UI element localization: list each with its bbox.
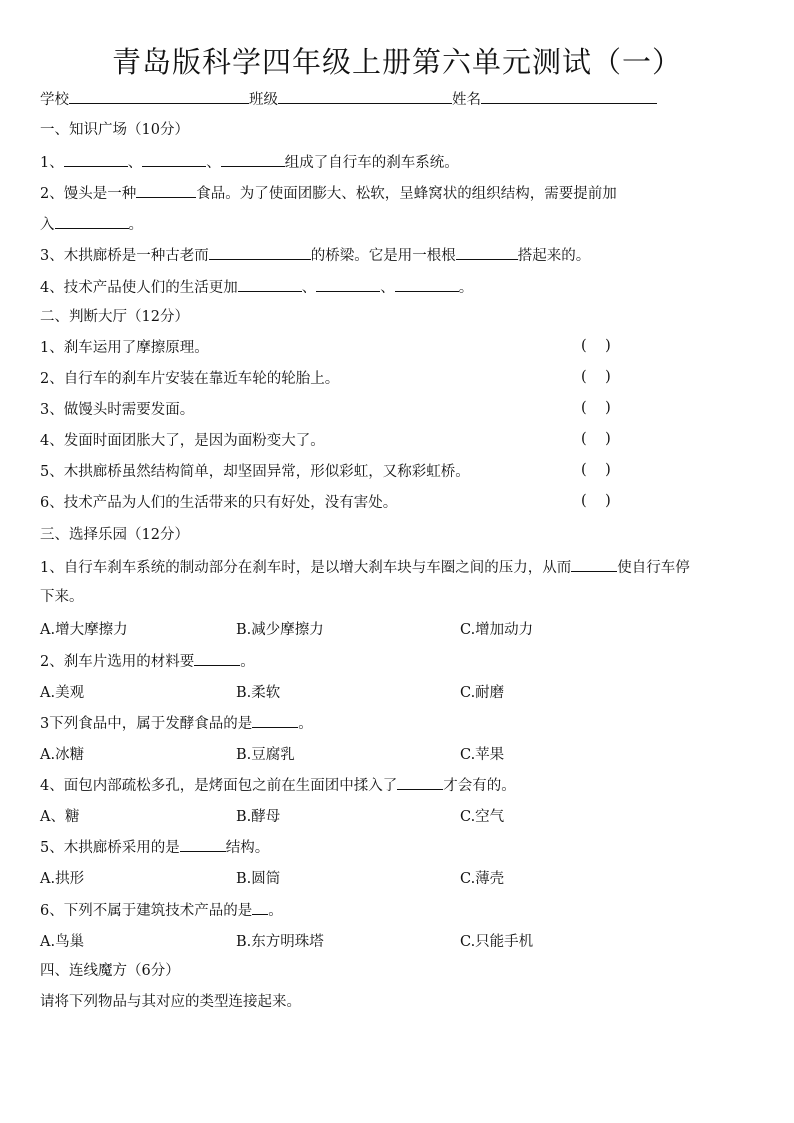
option-c[interactable]: C.耐磨 — [460, 685, 505, 701]
option-b[interactable]: B.酵母 — [236, 809, 281, 825]
question-text: 搭起来的。 — [517, 248, 591, 264]
question-text: 4、面包内部疏松多孔，是烤面包之前在生面团中揉入了 — [40, 778, 398, 794]
school-blank[interactable] — [69, 88, 249, 104]
answer-blank[interactable] — [316, 276, 380, 292]
question-text: 。 — [268, 903, 283, 919]
section-4-heading: 四、连线魔方（6分） — [40, 963, 180, 979]
s3-question-5 — [40, 836, 269, 858]
s3-question-3 — [40, 712, 313, 734]
judgement-item: 6、技术产品为人们的生活带来的只有好处，没有害处。 — [40, 495, 398, 511]
option-a[interactable]: A.拱形 — [40, 871, 85, 887]
section-1-heading: 一、知识广场（10分） — [40, 122, 189, 138]
answer-blank[interactable] — [252, 712, 298, 728]
s1-question-2 — [40, 182, 617, 204]
s3-question-2 — [40, 650, 255, 672]
separator: 、 — [380, 280, 395, 296]
judgement-item: 2、自行车的刹车片安装在靠近车轮的轮胎上。 — [40, 371, 340, 387]
question-text: 。 — [128, 217, 143, 233]
answer-blank[interactable] — [136, 182, 196, 198]
question-text: 4、技术产品使人们的生活更加 — [40, 280, 238, 296]
s3-question-1-cont: 下来。 — [40, 589, 84, 605]
separator: 、 — [127, 155, 143, 171]
separator: 。 — [458, 280, 474, 296]
option-b[interactable]: B.圆筒 — [236, 871, 281, 887]
question-text: 食品。为了使面团膨大、松软，呈蜂窝状的组织结构，需要提前加 — [196, 186, 617, 202]
answer-blank[interactable] — [395, 276, 459, 292]
option-a[interactable]: A、糖 — [40, 809, 80, 825]
option-a[interactable]: A.美观 — [40, 685, 85, 701]
question-text: 5、木拱廊桥采用的是 — [40, 840, 180, 856]
s3-question-6 — [40, 899, 283, 921]
answer-blank[interactable] — [180, 836, 226, 852]
question-text: 1、自行车刹车系统的制动部分在刹车时，是以增大刹车块与车圈之间的压力，从而 — [40, 560, 572, 576]
s1-question-2-cont — [40, 213, 143, 235]
question-text: 2、馒头是一种 — [40, 186, 137, 202]
s1-question-4 — [40, 276, 473, 298]
name-blank[interactable] — [481, 88, 657, 104]
question-text: 入 — [40, 217, 55, 233]
page-title: 青岛版科学四年级上册第六单元测试（一） — [111, 45, 682, 79]
student-info-line — [40, 88, 657, 110]
option-a[interactable]: A.冰糖 — [40, 747, 85, 763]
judgement-item: 1、刹车运用了摩擦原理。 — [40, 340, 209, 356]
option-c[interactable]: C.苹果 — [460, 747, 505, 763]
option-b[interactable]: B.柔软 — [236, 685, 281, 701]
question-text: 的桥梁。它是用一根根 — [310, 248, 456, 264]
option-c[interactable]: C.薄壳 — [460, 871, 505, 887]
judgement-item: 5、木拱廊桥虽然结构简单，却坚固异常，形似彩虹，又称彩虹桥。 — [40, 464, 470, 480]
judgement-item: 3、做馒头时需要发面。 — [40, 402, 195, 418]
question-text: 3下列食品中，属于发酵食品的是 — [40, 716, 253, 732]
answer-blank[interactable] — [55, 213, 129, 229]
question-text: 结构。 — [225, 840, 270, 856]
answer-blank[interactable] — [209, 244, 311, 260]
question-text: 使自行车停 — [617, 560, 690, 576]
section-3-heading: 三、选择乐园（12分） — [40, 527, 189, 543]
class-blank[interactable] — [278, 88, 452, 104]
judgement-item: 4、发面时面团胀大了，是因为面粉变大了。 — [40, 433, 325, 449]
section-2-heading: 二、判断大厅（12分） — [40, 309, 189, 325]
option-b[interactable]: B.豆腐乳 — [236, 747, 295, 763]
question-text: 。 — [298, 716, 313, 732]
option-b[interactable]: B.减少摩擦力 — [236, 622, 324, 638]
answer-blank[interactable] — [142, 151, 206, 167]
answer-blank[interactable] — [456, 244, 518, 260]
s1-question-3 — [40, 244, 590, 266]
name-label: 姓名 — [452, 92, 481, 108]
option-c[interactable]: C.空气 — [460, 809, 505, 825]
question-text: 组成了自行车的刹车系统。 — [284, 155, 459, 171]
answer-blank[interactable] — [194, 650, 240, 666]
answer-blank[interactable] — [238, 276, 302, 292]
s1-question-1 — [40, 151, 459, 173]
s3-question-1 — [40, 556, 690, 578]
separator: 、 — [206, 155, 221, 171]
answer-parentheses[interactable]: ( ) — [581, 400, 611, 416]
answer-blank[interactable] — [397, 774, 443, 790]
school-label: 学校 — [40, 92, 69, 108]
option-c[interactable]: C.增加动力 — [460, 622, 534, 638]
answer-blank[interactable] — [64, 151, 128, 167]
option-c[interactable]: C.只能手机 — [460, 934, 534, 950]
option-a[interactable]: A.增大摩擦力 — [40, 622, 128, 638]
answer-blank[interactable] — [221, 151, 285, 167]
answer-parentheses[interactable]: ( ) — [581, 493, 611, 509]
option-a[interactable]: A.鸟巢 — [40, 934, 85, 950]
answer-parentheses[interactable]: ( ) — [581, 369, 611, 385]
question-number: 1、 — [40, 155, 64, 171]
s3-question-4 — [40, 774, 516, 796]
answer-parentheses[interactable]: ( ) — [581, 462, 611, 478]
question-text: 才会有的。 — [443, 778, 516, 794]
answer-blank[interactable] — [252, 899, 268, 915]
answer-blank[interactable] — [571, 556, 617, 572]
separator: 、 — [301, 280, 317, 296]
question-text: 3、木拱廊桥是一种古老而 — [40, 248, 209, 264]
question-text: 。 — [240, 654, 255, 670]
question-text: 2、刹车片选用的材料要 — [40, 654, 195, 670]
answer-parentheses[interactable]: ( ) — [581, 431, 611, 447]
section-4-instruction: 请将下列物品与其对应的类型连接起来。 — [40, 994, 301, 1010]
option-b[interactable]: B.东方明珠塔 — [236, 934, 324, 950]
answer-parentheses[interactable]: ( ) — [581, 338, 611, 354]
class-label: 班级 — [249, 92, 278, 108]
question-text: 6、下列不属于建筑技术产品的是 — [40, 903, 253, 919]
